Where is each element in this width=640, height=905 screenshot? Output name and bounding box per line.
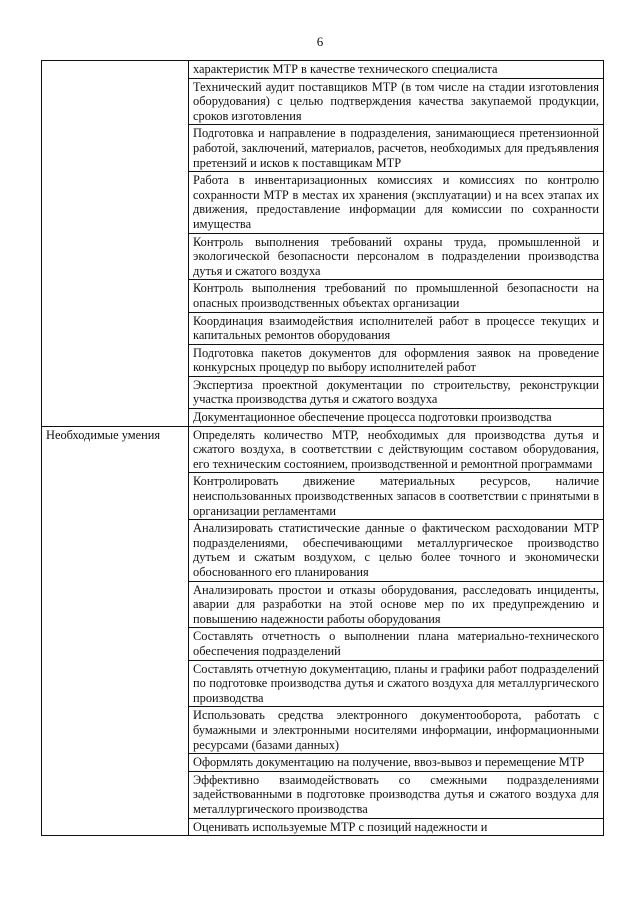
skill-item: Использовать средства электронного документооборота, работать с бумажными и электронными носителями информации, информационными ресурсами (базами данных) bbox=[189, 707, 604, 754]
labor-action-item: Документационное обеспечение процесса подготовки производства bbox=[189, 409, 604, 427]
table-row bbox=[42, 426, 604, 473]
page-number: 6 bbox=[316, 34, 324, 49]
empty-label-cell bbox=[42, 61, 189, 427]
skill-item: Оценивать используемые МТР с позиций надежности и bbox=[189, 818, 604, 836]
skill-item: Оформлять документацию на получение, ввоз-вывоз и перемещение МТР bbox=[189, 754, 604, 772]
labor-action-item: Работа в инвентаризационных комиссиях и комиссиях по контролю сохранности МТР в местах их хранения (эксплуатации) и на всех этапах их движения, предоставление информации для комиссии по сохранности имущества bbox=[189, 172, 604, 233]
skills-label: Необходимые умения bbox=[42, 426, 189, 835]
skill-item: Контролировать движение материальных ресурсов, наличие неиспользованных производственных запасов в соответствии с принятыми в организации регламентами bbox=[189, 473, 604, 520]
table-row bbox=[42, 61, 604, 79]
skill-item: Составлять отчетную документацию, планы и графики работ подразделений по подготовке производства дутья и сжатого воздуха для металлургического производства bbox=[189, 660, 604, 707]
labor-action-item: Контроль выполнения требований по промышленной безопасности на опасных производственных объектах организации bbox=[189, 280, 604, 312]
labor-action-item: Технический аудит поставщиков МТР (в том числе на стадии изготовления оборудования) с целью подтверждения качества закупаемой продукции, сроков изготовления bbox=[189, 78, 604, 125]
skill-item: Анализировать статистические данные о фактическом расходовании МТР подразделениями, обеспечивающими металлургическое производство дутьем и сжатым воздухом, с целью более точного и экономически обоснованного его планирования bbox=[189, 520, 604, 581]
labor-action-item: Подготовка пакетов документов для оформления заявок на проведение конкурсных процедур по выбору исполнителей работ bbox=[189, 344, 604, 376]
skill-item: Анализировать простои и отказы оборудования, расследовать инциденты, аварии для разработки на этой основе мер по их предупреждению и повышению надежности работы оборудования bbox=[189, 581, 604, 628]
skill-item: Эффективно взаимодействовать со смежными подразделениями задействованными в подготовке производства дутья и сжатого воздуха для металлургического производства bbox=[189, 771, 604, 818]
labor-action-item: Подготовка и направление в подразделения, занимающиеся претензионной работой, заключений, материалов, расчетов, необходимых для предъявления претензий и исков к поставщикам МТР bbox=[189, 125, 604, 172]
labor-action-item: Контроль выполнения требований охраны труда, промышленной и экологической безопасности персоналом в подразделении производства дутья и сжатого воздуха bbox=[189, 233, 604, 280]
skill-item: Определять количество МТР, необходимых для производства дутья и сжатого воздуха, в соответствии с действующим составом оборудования, его техническим состоянием, производственной и ремонтной программами bbox=[189, 426, 604, 473]
labor-action-item: характеристик МТР в качестве технического специалиста bbox=[189, 61, 604, 79]
skill-item: Составлять отчетность о выполнении плана материально-технического обеспечения подразделений bbox=[189, 628, 604, 660]
labor-action-item: Координация взаимодействия исполнителей работ в процессе текущих и капитальных ремонтов оборудования bbox=[189, 312, 604, 344]
labor-action-item: Экспертиза проектной документации по строительству, реконструкции участка производства дутья и сжатого воздуха bbox=[189, 376, 604, 408]
functions-table bbox=[41, 60, 604, 836]
